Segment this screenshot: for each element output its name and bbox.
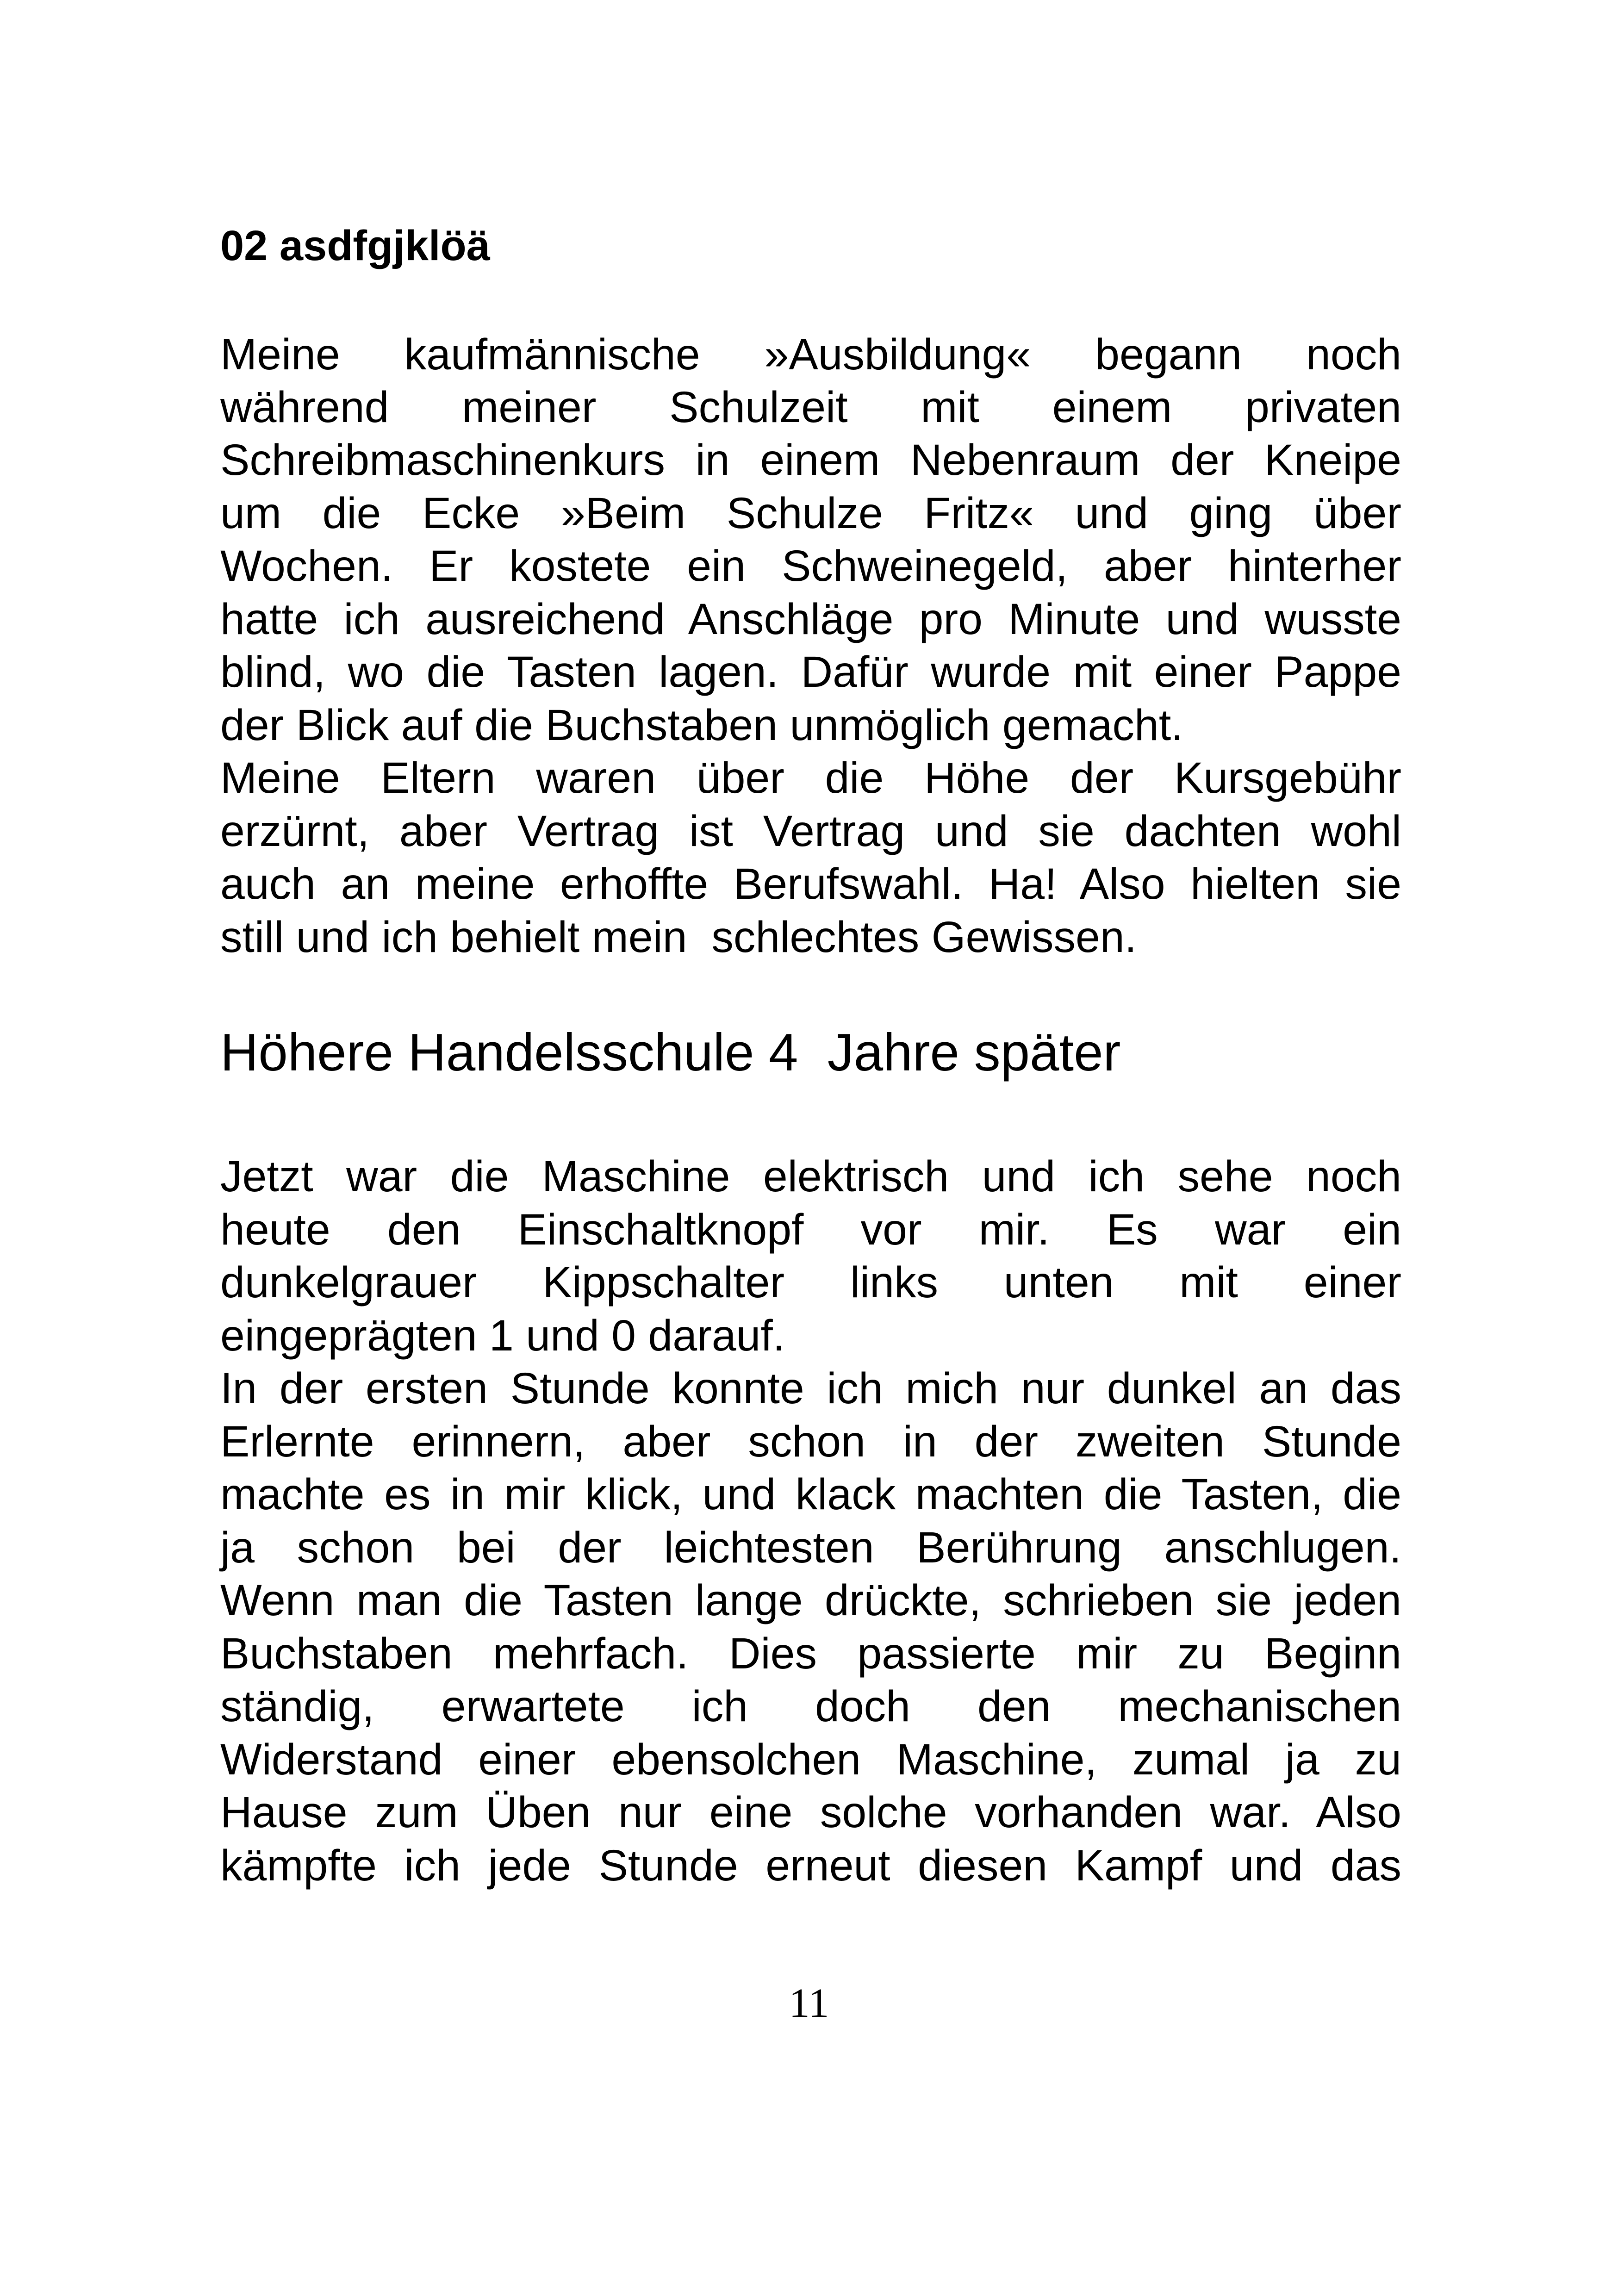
chapter-title: 02 asdfgjklöä [220,222,490,269]
text-line: kämpfte ich jede Stunde erneut diesen Kampf und das [220,1841,1401,1890]
section-heading: Höhere Handelsschule 4 Jahre später [220,1023,1121,1082]
text-line: heute den Einschaltknopf vor mir. Es war ein [220,1205,1401,1254]
text-line: Wenn man die Tasten lange drückte, schrieben sie jeden [220,1576,1401,1625]
text-line: Jetzt war die Maschine elektrisch und ich sehe noch [220,1152,1401,1201]
text-line: eingeprägten 1 und 0 darauf. [220,1311,785,1360]
text-line: auch an meine erhoffte Berufswahl. Ha! Also hielten sie [220,859,1401,908]
text-line: Schreibmaschinenkurs in einem Nebenraum der Kneipe [220,436,1401,485]
text-line: In der ersten Stunde konnte ich mich nur dunkel an das [220,1364,1401,1413]
text-line: erzürnt, aber Vertrag ist Vertrag und sie dachten wohl [220,807,1401,856]
text-line: Meine kaufmännische »Ausbildung« begann noch [220,330,1401,379]
text-line: um die Ecke »Beim Schulze Fritz« und ging über [220,489,1401,538]
text-line: ständig, erwartete ich doch den mechanischen [220,1682,1401,1731]
text-line: Buchstaben mehrfach. Dies passierte mir zu Beginn [220,1629,1401,1678]
text-line: Erlernte erinnern, aber schon in der zweiten Stunde [220,1417,1401,1466]
text-line: ja schon bei der leichtesten Berührung anschlugen. [220,1523,1401,1572]
text-line: der Blick auf die Buchstaben unmöglich gemacht. [220,701,1183,750]
text-line: blind, wo die Tasten lagen. Dafür wurde mit einer Pappe [220,647,1401,697]
text-line: Hause zum Üben nur eine solche vorhanden war. Also [220,1788,1401,1837]
page-number: 11 [789,1980,829,2026]
text-line: hatte ich ausreichend Anschläge pro Minute und wusste [220,595,1401,644]
text-line: während meiner Schulzeit mit einem privaten [220,383,1401,432]
text-line: still und ich behielt mein schlechtes Gewissen. [220,913,1137,962]
text-line: Meine Eltern waren über die Höhe der Kursgebühr [220,753,1401,803]
text-line: Wochen. Er kostete ein Schweinegeld, aber hinterher [220,541,1401,591]
text-line: dunkelgrauer Kippschalter links unten mit einer [220,1258,1401,1307]
text-line: machte es in mir klick, und klack machten die Tasten, die [220,1470,1401,1519]
text-line: Widerstand einer ebensolchen Maschine, zumal ja zu [220,1735,1401,1784]
